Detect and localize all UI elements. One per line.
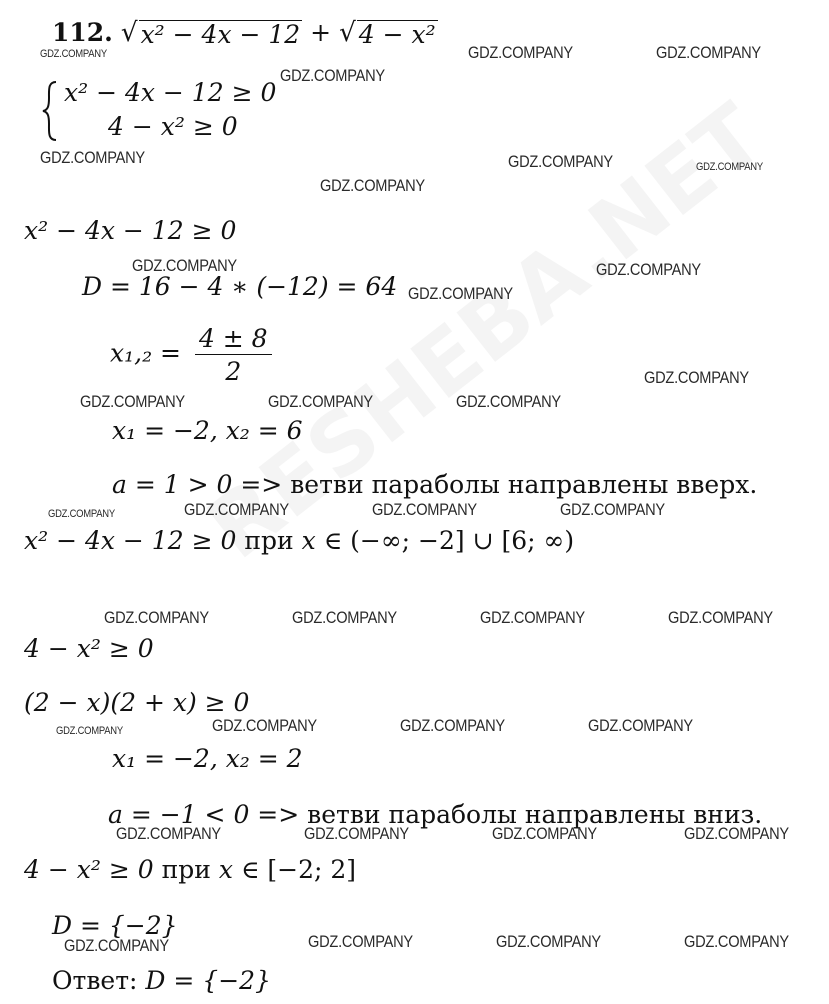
radicand-2: 4 − x²: [358, 20, 436, 49]
watermark: GDZ.COMPANY: [668, 608, 773, 627]
watermark: GDZ.COMPANY: [400, 716, 505, 735]
part2-factored: (2 − x)(2 + x) ≥ 0: [24, 688, 250, 717]
roots-lhs: x₁,₂ =: [110, 338, 181, 368]
plus-sign: +: [310, 18, 332, 47]
watermark: GDZ.COMPANY: [280, 66, 385, 85]
answer-label: Ответ:: [52, 966, 138, 995]
watermark: GDZ.COMPANY: [684, 932, 789, 951]
watermark: GDZ.COMPANY: [292, 608, 397, 627]
watermark: GDZ.COMPANY: [480, 608, 585, 627]
fraction-numerator: 4 ± 8: [195, 326, 272, 355]
problem-number: 112.: [52, 18, 113, 47]
radical-2: [339, 20, 438, 47]
watermark: GDZ.COMPANY: [268, 392, 373, 411]
solution-var: x: [301, 526, 316, 555]
watermark: GDZ.COMPANY: [308, 932, 413, 951]
part1-inequality: x² − 4x − 12 ≥ 0: [24, 216, 237, 245]
domain-line: D = {−2}: [52, 911, 178, 940]
watermark: GDZ.COMPANY: [456, 392, 561, 411]
part1-roots-formula: [110, 326, 272, 384]
watermark: GDZ.COMPANY: [116, 824, 221, 843]
coefficient-text: ветви параболы направлены вверх.: [290, 470, 758, 499]
answer-value: D = {−2}: [145, 966, 271, 995]
part2-solution: [24, 857, 356, 882]
watermark: GDZ.COMPANY: [644, 368, 749, 387]
watermark: GDZ.COMPANY: [560, 500, 665, 519]
watermark: GDZ.COMPANY: [596, 260, 701, 279]
watermark: GDZ.COMPANY: [212, 716, 317, 735]
radicand-1: x² − 4x − 12: [140, 20, 301, 49]
part1-roots: x₁ = −2, x₂ = 6: [112, 416, 303, 445]
watermark: GDZ.COMPANY: [184, 500, 289, 519]
watermark: GDZ.COMPANY: [64, 936, 169, 955]
sqrt-icon: √: [120, 18, 138, 48]
problem-header: [52, 20, 438, 47]
watermark: GDZ.COMPANY: [40, 148, 145, 167]
part1-discriminant: D = 16 − 4 ∗ (−12) = 64: [82, 272, 398, 301]
coefficient-math: a = −1 < 0 =>: [108, 800, 300, 829]
solution-math: x² − 4x − 12 ≥ 0: [24, 526, 237, 555]
watermark: GDZ.COMPANY: [56, 725, 123, 737]
watermark: GDZ.COMPANY: [40, 48, 107, 60]
watermark: GDZ.COMPANY: [408, 284, 513, 303]
solution-math: 4 − x² ≥ 0: [24, 855, 154, 884]
system-row-2: 4 − x² ≥ 0: [108, 112, 238, 141]
fraction-denominator: 2: [225, 357, 242, 386]
radical-1: [121, 20, 302, 47]
solution-set: ∈ [−2; 2]: [240, 855, 357, 884]
watermark: GDZ.COMPANY: [684, 824, 789, 843]
watermark: GDZ.COMPANY: [48, 508, 115, 520]
answer-line: [52, 968, 271, 993]
part1-solution: [24, 528, 574, 553]
watermark: GDZ.COMPANY: [588, 716, 693, 735]
watermark: GDZ.COMPANY: [104, 608, 209, 627]
watermark: GDZ.COMPANY: [468, 43, 573, 62]
solution-set: ∈ (−∞; −2] ∪ [6; ∞): [323, 526, 575, 555]
sqrt-icon: √: [339, 18, 356, 48]
coefficient-text: ветви параболы направлены вниз.: [307, 800, 763, 829]
watermark: GDZ.COMPANY: [372, 500, 477, 519]
watermark: GDZ.COMPANY: [696, 161, 763, 173]
watermark: GDZ.COMPANY: [508, 152, 613, 171]
watermark: GDZ.COMPANY: [304, 824, 409, 843]
watermark: GDZ.COMPANY: [132, 256, 237, 275]
watermark: GDZ.COMPANY: [80, 392, 185, 411]
watermark: GDZ.COMPANY: [320, 176, 425, 195]
coefficient-math: a = 1 > 0 =>: [112, 470, 283, 499]
watermark: GDZ.COMPANY: [496, 932, 601, 951]
roots-fraction: [195, 326, 272, 384]
watermark: GDZ.COMPANY: [492, 824, 597, 843]
solution-word: при: [161, 855, 211, 884]
system-brace-icon: [40, 80, 60, 142]
system-row-1: x² − 4x − 12 ≥ 0: [64, 78, 277, 107]
part2-inequality: 4 − x² ≥ 0: [24, 634, 154, 663]
solution-word: при: [244, 526, 294, 555]
part2-roots: x₁ = −2, x₂ = 2: [112, 744, 303, 773]
solution-var: x: [218, 855, 233, 884]
watermark: GDZ.COMPANY: [656, 43, 761, 62]
part1-coefficient-note: [112, 472, 757, 497]
